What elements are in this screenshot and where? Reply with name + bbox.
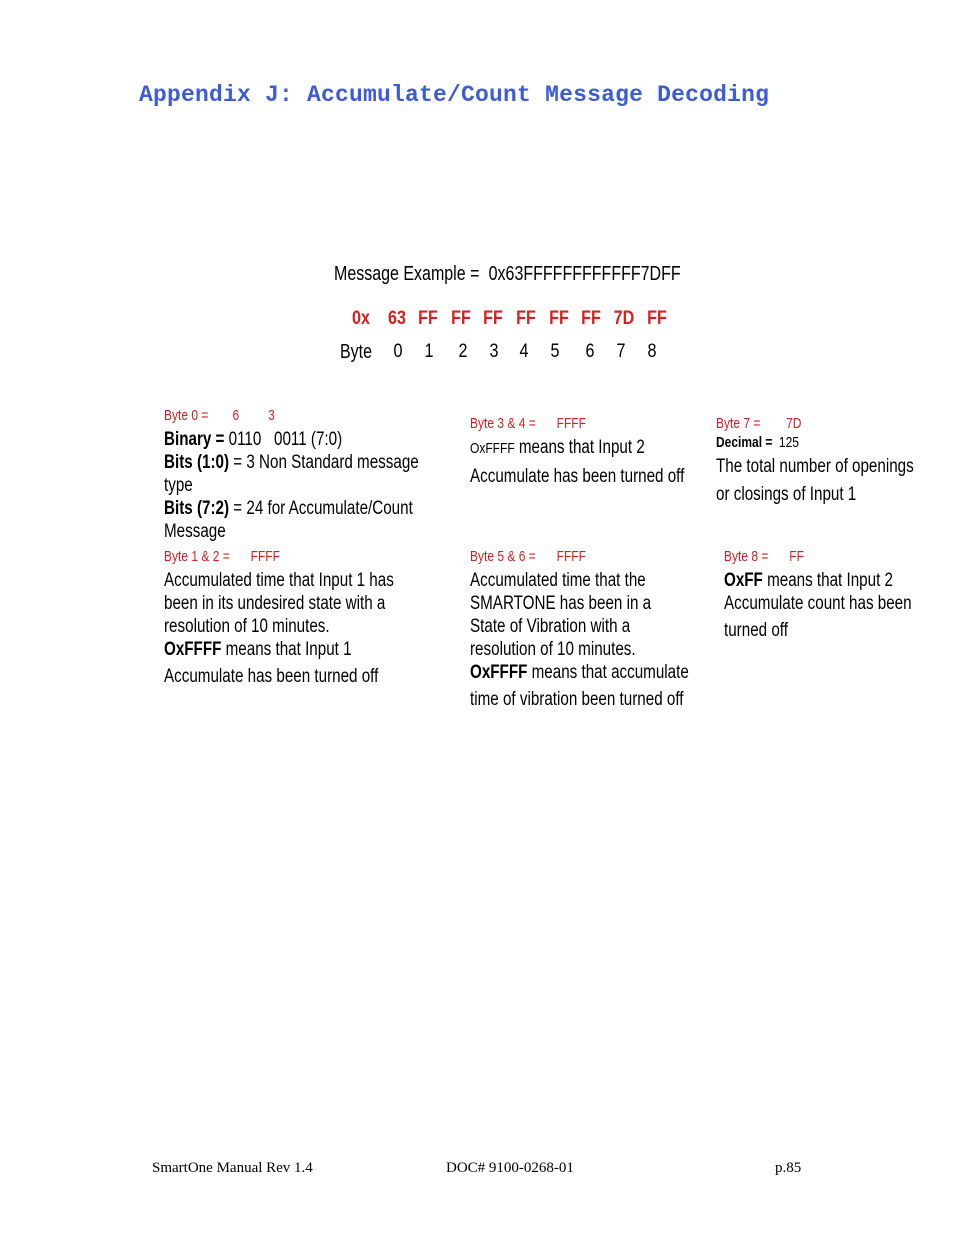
hex-byte-1: FF — [418, 308, 438, 329]
byte34-header-value: FFFF — [556, 415, 586, 432]
footer-page-number: p.85 — [775, 1160, 802, 1176]
byte34-line1-text: means that Input 2 — [514, 437, 645, 458]
byte0-binary-value: 0110 0011 (7:0) — [228, 429, 343, 450]
byte56-header-value: FFFF — [556, 548, 586, 565]
hex-byte-4: FF — [516, 308, 536, 329]
byte12-line3: resolution of 10 minutes. — [164, 616, 330, 637]
byte0-bits10-text-cont: type — [164, 475, 193, 496]
byte-number-8: 8 — [647, 341, 657, 362]
byte-number-7: 7 — [616, 341, 626, 362]
byte8-header-label: Byte 8 = — [724, 548, 769, 565]
byte0-header — [164, 407, 419, 425]
byte34-header — [470, 415, 684, 433]
byte12-block — [164, 548, 394, 688]
byte0-bits72-line — [164, 497, 419, 520]
byte8-line3: turned off — [724, 620, 788, 641]
byte12-header — [164, 548, 394, 566]
byte-number-1: 1 — [424, 341, 434, 362]
byte56-line5 — [470, 661, 689, 684]
byte-number-5: 5 — [550, 341, 560, 362]
byte12-header-value: FFFF — [250, 548, 280, 565]
byte0-bits10-text: = 3 Non Standard message — [229, 452, 419, 473]
byte7-line2: or closings of Input 1 — [716, 484, 857, 505]
byte0-bits72-label: Bits (7:2) — [164, 498, 230, 519]
hex-byte-prefix: 0x — [352, 308, 370, 329]
byte0-bits72-text-cont: Message — [164, 521, 226, 542]
hex-byte-3: FF — [483, 308, 503, 329]
byte-number-3: 3 — [489, 341, 499, 362]
byte-row-label: Byte — [340, 341, 373, 363]
byte0-block — [164, 407, 419, 543]
hex-byte-7: 7D — [613, 308, 635, 329]
byte0-binary-label: Binary = — [164, 429, 225, 450]
byte0-bits10-line — [164, 451, 419, 474]
byte7-header-value: 7D — [786, 415, 802, 432]
byte0-header-value-high: 6 — [232, 407, 240, 424]
byte12-line4-text: means that Input 1 — [221, 639, 352, 660]
byte56-line5-text: means that accumulate — [527, 662, 689, 683]
byte56-block — [470, 548, 689, 711]
byte34-line1 — [470, 434, 684, 463]
byte12-line5: Accumulate has been turned off — [164, 666, 379, 687]
byte34-header-label: Byte 3 & 4 = — [470, 415, 536, 432]
hex-byte-6: FF — [581, 308, 601, 329]
byte12-header-label: Byte 1 & 2 = — [164, 548, 230, 565]
byte7-decimal-label: Decimal = — [716, 434, 773, 451]
byte8-header-value: FF — [789, 548, 804, 565]
byte-number-4: 4 — [519, 341, 529, 362]
byte56-header — [470, 548, 689, 566]
byte12-code: OxFFFF — [164, 639, 222, 660]
hex-byte-0: 63 — [388, 308, 406, 329]
byte12-line4 — [164, 638, 394, 661]
byte7-decimal-line — [716, 433, 914, 453]
hex-byte-8: FF — [647, 308, 667, 329]
byte8-header — [724, 548, 912, 566]
byte56-line3: State of Vibration with a — [470, 616, 631, 637]
byte0-binary-line — [164, 428, 419, 451]
byte8-block — [724, 548, 912, 642]
byte56-line6: time of vibration been turned off — [470, 689, 684, 710]
byte8-code: OxFF — [724, 570, 763, 591]
byte-number-6: 6 — [585, 341, 595, 362]
byte34-line2: Accumulate has been turned off — [470, 466, 685, 487]
hex-byte-5: FF — [549, 308, 569, 329]
byte34-code: OxFFFF — [470, 440, 515, 457]
byte8-line1 — [724, 569, 912, 592]
byte56-line4: resolution of 10 minutes. — [470, 639, 636, 660]
footer-manual-rev: SmartOne Manual Rev 1.4 — [152, 1160, 313, 1176]
byte7-header — [716, 415, 914, 433]
byte34-block — [470, 415, 684, 491]
byte56-line1: Accumulated time that the — [470, 570, 646, 591]
message-example-value: 0x63FFFFFFFFFFFF7DFF — [488, 263, 681, 285]
byte12-line2: been in its undesired state with a — [164, 593, 386, 614]
byte56-header-label: Byte 5 & 6 = — [470, 548, 536, 565]
byte0-bits72-text: = 24 for Accumulate/Count — [229, 498, 413, 519]
byte-number-2: 2 — [458, 341, 468, 362]
hex-byte-2: FF — [451, 308, 471, 329]
byte7-decimal-value: 125 — [778, 434, 799, 451]
byte8-line1-text: means that Input 2 — [762, 570, 893, 591]
byte12-line1: Accumulated time that Input 1 has — [164, 570, 394, 591]
footer-doc-number: DOC# 9100-0268-01 — [446, 1160, 574, 1176]
byte0-bits10-label: Bits (1:0) — [164, 452, 230, 473]
byte7-block — [716, 415, 914, 509]
byte56-code: OxFFFF — [470, 662, 528, 683]
byte8-line2: Accumulate count has been — [724, 593, 912, 614]
byte56-line2: SMARTONE has been in a — [470, 593, 652, 614]
byte7-line1: The total number of openings — [716, 456, 914, 477]
byte0-header-value-low: 3 — [268, 407, 275, 424]
byte-number-0: 0 — [393, 341, 403, 362]
message-example — [334, 263, 681, 286]
page-title: Appendix J: Accumulate/Count Message Decoding — [139, 82, 770, 108]
byte0-header-label: Byte 0 = — [164, 407, 209, 424]
byte7-header-label: Byte 7 = — [716, 415, 761, 432]
message-example-label: Message Example = — [334, 263, 480, 285]
